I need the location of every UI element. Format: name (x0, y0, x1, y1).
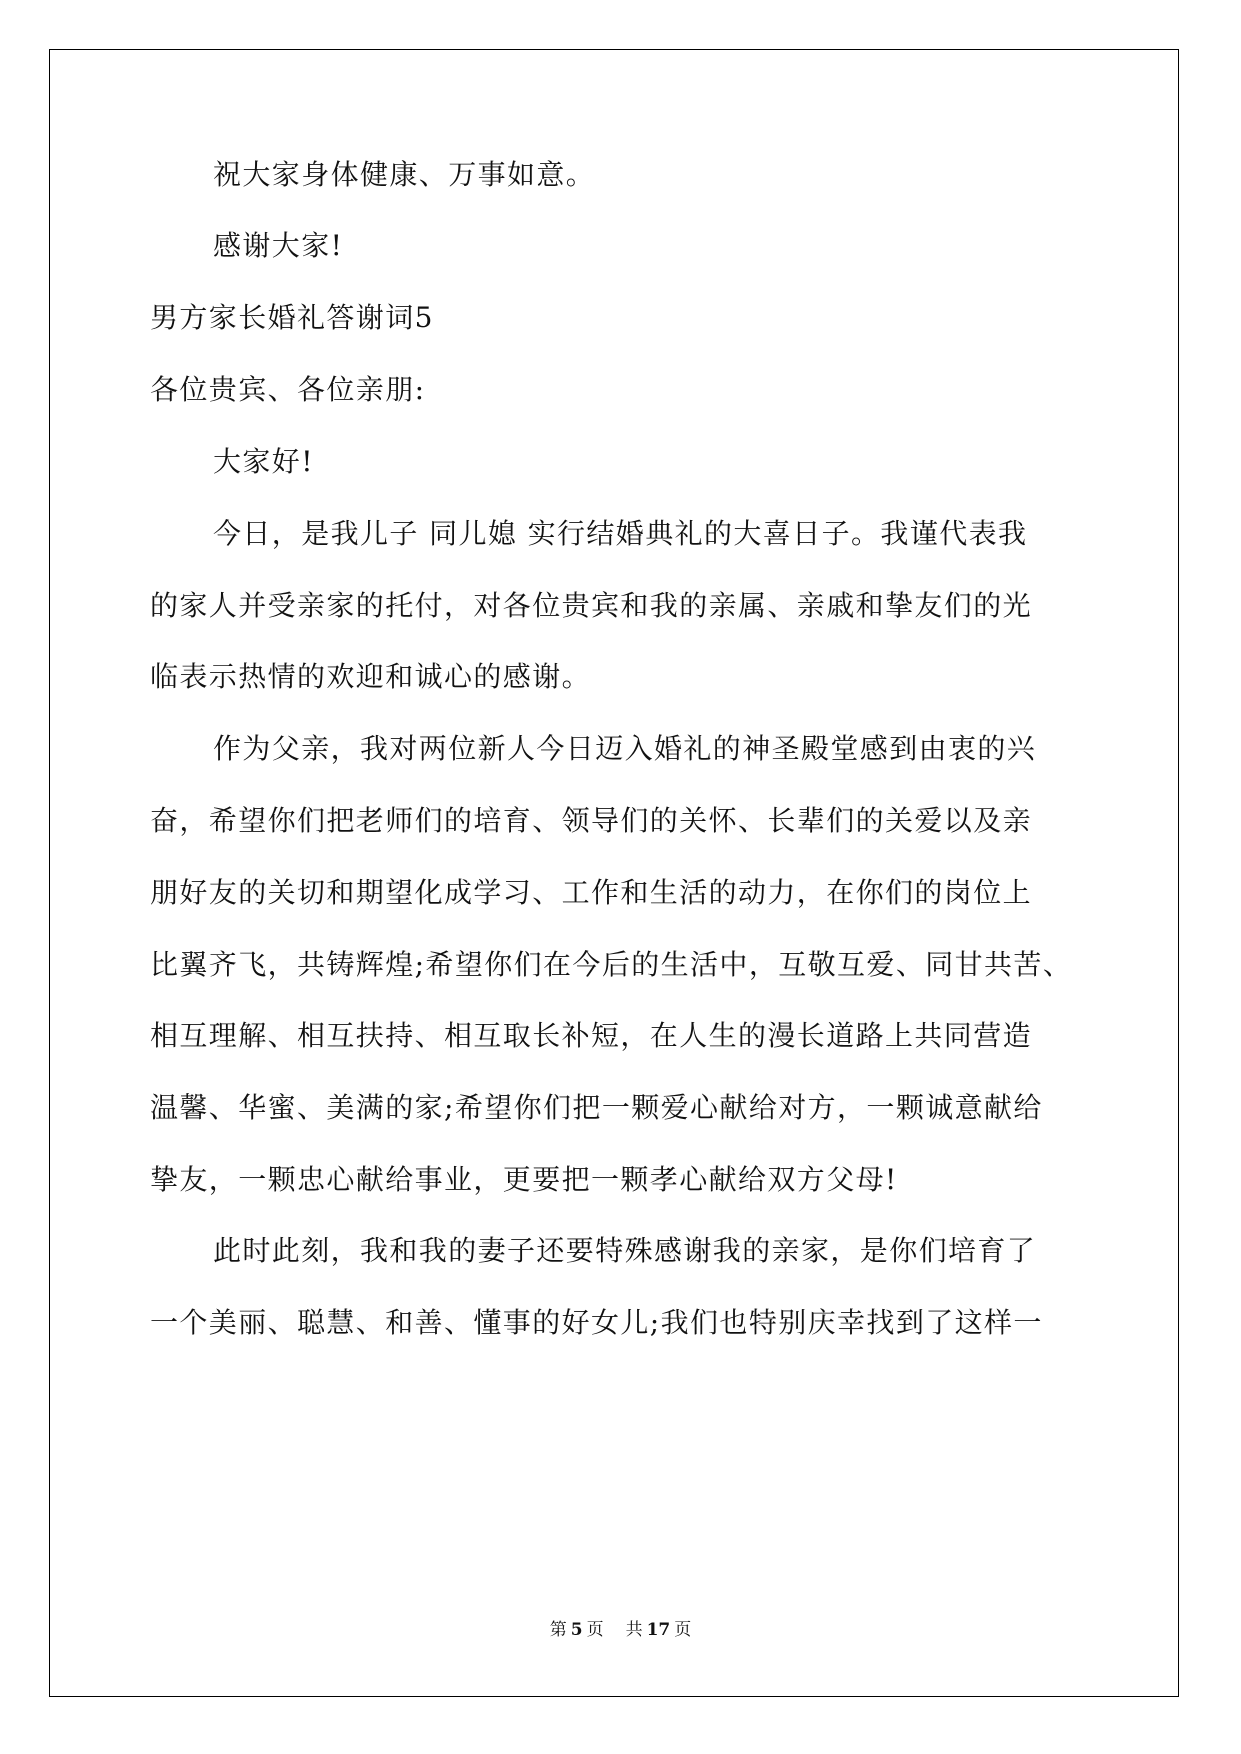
paragraph-line: 今日，是我儿子 同儿媳 实行结婚典礼的大喜日子。我谨代表我 (213, 517, 1028, 550)
paragraph-line: 温馨、华蜜、美满的家;希望你们把一颗爱心献给对方，一颗诚意献给 (150, 1091, 1043, 1124)
page-footer (0, 1618, 1241, 1642)
page-prefix: 第 (549, 1620, 567, 1640)
salutation: 各位贵宾、各位亲朋: (150, 373, 426, 406)
paragraph-line: 一个美丽、聪慧、和善、懂事的好女儿;我们也特别庆幸找到了这样一 (150, 1306, 1043, 1339)
section-heading: 男方家长婚礼答谢词5 (150, 301, 434, 334)
paragraph-line: 相互理解、相互扶持、相互取长补短，在人生的漫长道路上共同营造 (150, 1019, 1033, 1052)
total-prefix: 共 (625, 1620, 643, 1640)
paragraph-line: 奋，希望你们把老师们的培育、领导们的关怀、长辈们的关爱以及亲 (150, 804, 1033, 837)
paragraph-line: 挚友，一颗忠心献给事业，更要把一颗孝心献给双方父母! (150, 1163, 898, 1196)
closing-wish: 祝大家身体健康、万事如意。 (213, 158, 596, 191)
paragraph-line: 作为父亲，我对两位新人今日迈入婚礼的神圣殿堂感到由衷的兴 (213, 732, 1037, 765)
total-pages: 17 (646, 1620, 671, 1640)
paragraph-line: 临表示热情的欢迎和诚心的感谢。 (150, 660, 592, 693)
total-suffix: 页 (674, 1620, 692, 1640)
page-suffix: 页 (586, 1620, 604, 1640)
paragraph-line: 的家人并受亲家的托付，对各位贵宾和我的亲属、亲戚和挚友们的光 (150, 589, 1033, 622)
paragraph-line: 此时此刻，我和我的妻子还要特殊感谢我的亲家，是你们培育了 (213, 1234, 1037, 1267)
page-number: 5 (570, 1620, 583, 1640)
paragraph-line: 比翼齐飞，共铸辉煌;希望你们在今后的生活中，互敬互爱、同甘共苦、 (150, 948, 1073, 981)
paragraph-line: 朋好友的关切和期望化成学习、工作和生活的动力，在你们的岗位上 (150, 876, 1033, 909)
closing-thanks: 感谢大家! (213, 229, 344, 262)
greeting: 大家好! (213, 445, 314, 478)
